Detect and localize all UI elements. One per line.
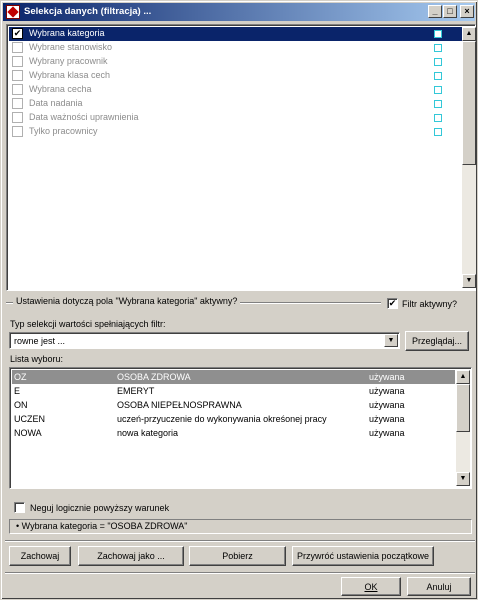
criteria-item[interactable] [9,97,462,111]
settings-group-label: Ustawienia dotyczą pola "Wybrana kategoria" aktywny? [13,296,240,306]
criteria-checkbox[interactable] [12,112,23,123]
choice-row[interactable] [12,384,455,398]
negate-checkbox[interactable] [14,502,25,513]
criteria-marker-icon [434,100,442,108]
choice-status: używana [369,400,405,410]
choice-row[interactable] [12,370,455,384]
criteria-label: Wybrany pracownik [29,56,108,66]
criteria-label: Tylko pracownicy [29,126,98,136]
choice-code: NOWA [14,428,42,438]
save-as-button[interactable]: Zachowaj jako ... [78,546,184,566]
criteria-marker-icon [434,128,442,136]
title-bar[interactable] [3,3,475,21]
criteria-checkbox[interactable] [12,98,23,109]
criteria-label: Wybrane stanowisko [29,42,112,52]
choice-name: OSOBA NIEPEŁNOSPRAWNA [117,400,242,410]
close-button[interactable]: × [460,5,474,18]
criteria-marker-icon [434,44,442,52]
criteria-checkbox[interactable] [12,126,23,137]
choice-status: używana [369,414,405,424]
scroll-up-icon[interactable]: ▲ [462,27,476,41]
negate-label: Neguj logicznie powyższy warunek [30,503,170,513]
scroll-down-icon[interactable]: ▼ [456,472,470,486]
criteria-item[interactable] [9,125,462,139]
filter-active-checkbox[interactable] [387,298,398,309]
ok-label: OK [364,582,378,592]
criteria-checkbox[interactable] [12,56,23,67]
choice-list[interactable] [9,367,472,489]
minimize-button[interactable]: _ [428,5,442,18]
check-icon: ✔ [388,298,397,308]
criteria-label: Wybrana klasa cech [29,70,110,80]
choice-code: UCZEN [14,414,45,424]
choice-name: uczeń-przyuczenie do wykonywania okreśonej pracy [117,414,327,424]
restore-defaults-button[interactable]: Przywróć ustawienia początkowe [292,546,434,566]
criteria-label: Wybrana kategoria [29,28,105,38]
divider [5,540,475,542]
scroll-thumb[interactable] [456,384,470,432]
criteria-checkbox[interactable]: ✔ [13,28,22,38]
save-button[interactable]: Zachowaj [9,546,71,566]
choice-code: ON [14,400,28,410]
criteria-marker-icon [434,30,442,38]
choice-row[interactable] [12,412,455,426]
app-icon[interactable] [6,5,20,19]
criteria-item[interactable] [9,83,462,97]
choice-code: OZ [14,372,27,382]
load-button[interactable]: Pobierz [189,546,286,566]
choice-name: EMERYT [117,386,155,396]
selection-type-select[interactable] [9,332,400,349]
choice-list-label: Lista wyboru: [10,354,64,364]
choice-status: używana [369,372,405,382]
filter-active-label: Filtr aktywny? [402,299,458,309]
choice-status: używana [369,428,405,438]
criteria-list[interactable] [6,24,476,291]
criteria-label: Data nadania [29,98,83,108]
criteria-item[interactable] [9,27,462,41]
cancel-button[interactable]: Anuluj [407,577,471,596]
chevron-down-icon[interactable]: ▼ [384,334,398,347]
choice-name: OSOBA ZDROWA [117,372,191,382]
divider [5,572,475,574]
criteria-item[interactable] [9,111,462,125]
scroll-thumb[interactable] [462,41,476,165]
criteria-marker-icon [434,58,442,66]
choice-name: nowa kategoria [117,428,179,438]
scroll-down-icon[interactable]: ▼ [462,274,476,288]
filter-active-toggle[interactable] [381,297,475,311]
browse-button[interactable]: Przeglądaj... [405,331,469,351]
criteria-marker-icon [434,86,442,94]
selection-type-value: rowne jest ... [14,336,66,346]
choice-scrollbar[interactable] [456,370,470,486]
maximize-button[interactable]: □ [443,5,457,18]
selection-type-label: Typ selekcji wartości spełniających filtr: [10,319,166,329]
choice-row[interactable] [12,398,455,412]
criteria-item[interactable] [9,55,462,69]
criteria-item[interactable] [9,69,462,83]
criteria-marker-icon [434,114,442,122]
criteria-item[interactable] [9,41,462,55]
criteria-checkbox[interactable] [12,42,23,53]
window-title: Selekcja danych (filtracja) ... [24,6,152,17]
criteria-label: Wybrana cecha [29,84,92,94]
criteria-checkbox[interactable] [12,70,23,81]
criteria-label: Data ważności uprawnienia [29,112,139,122]
choice-code: E [14,386,21,396]
criteria-checkbox[interactable] [12,84,23,95]
choice-status: używana [369,386,405,396]
criteria-marker-icon [434,72,442,80]
criteria-scrollbar[interactable] [462,27,476,288]
scroll-up-icon[interactable]: ▲ [456,370,470,384]
ok-button[interactable] [341,577,401,596]
choice-row[interactable] [12,426,455,440]
filter-summary: • Wybrana kategoria = "OSOBA ZDROWA" [9,519,472,534]
